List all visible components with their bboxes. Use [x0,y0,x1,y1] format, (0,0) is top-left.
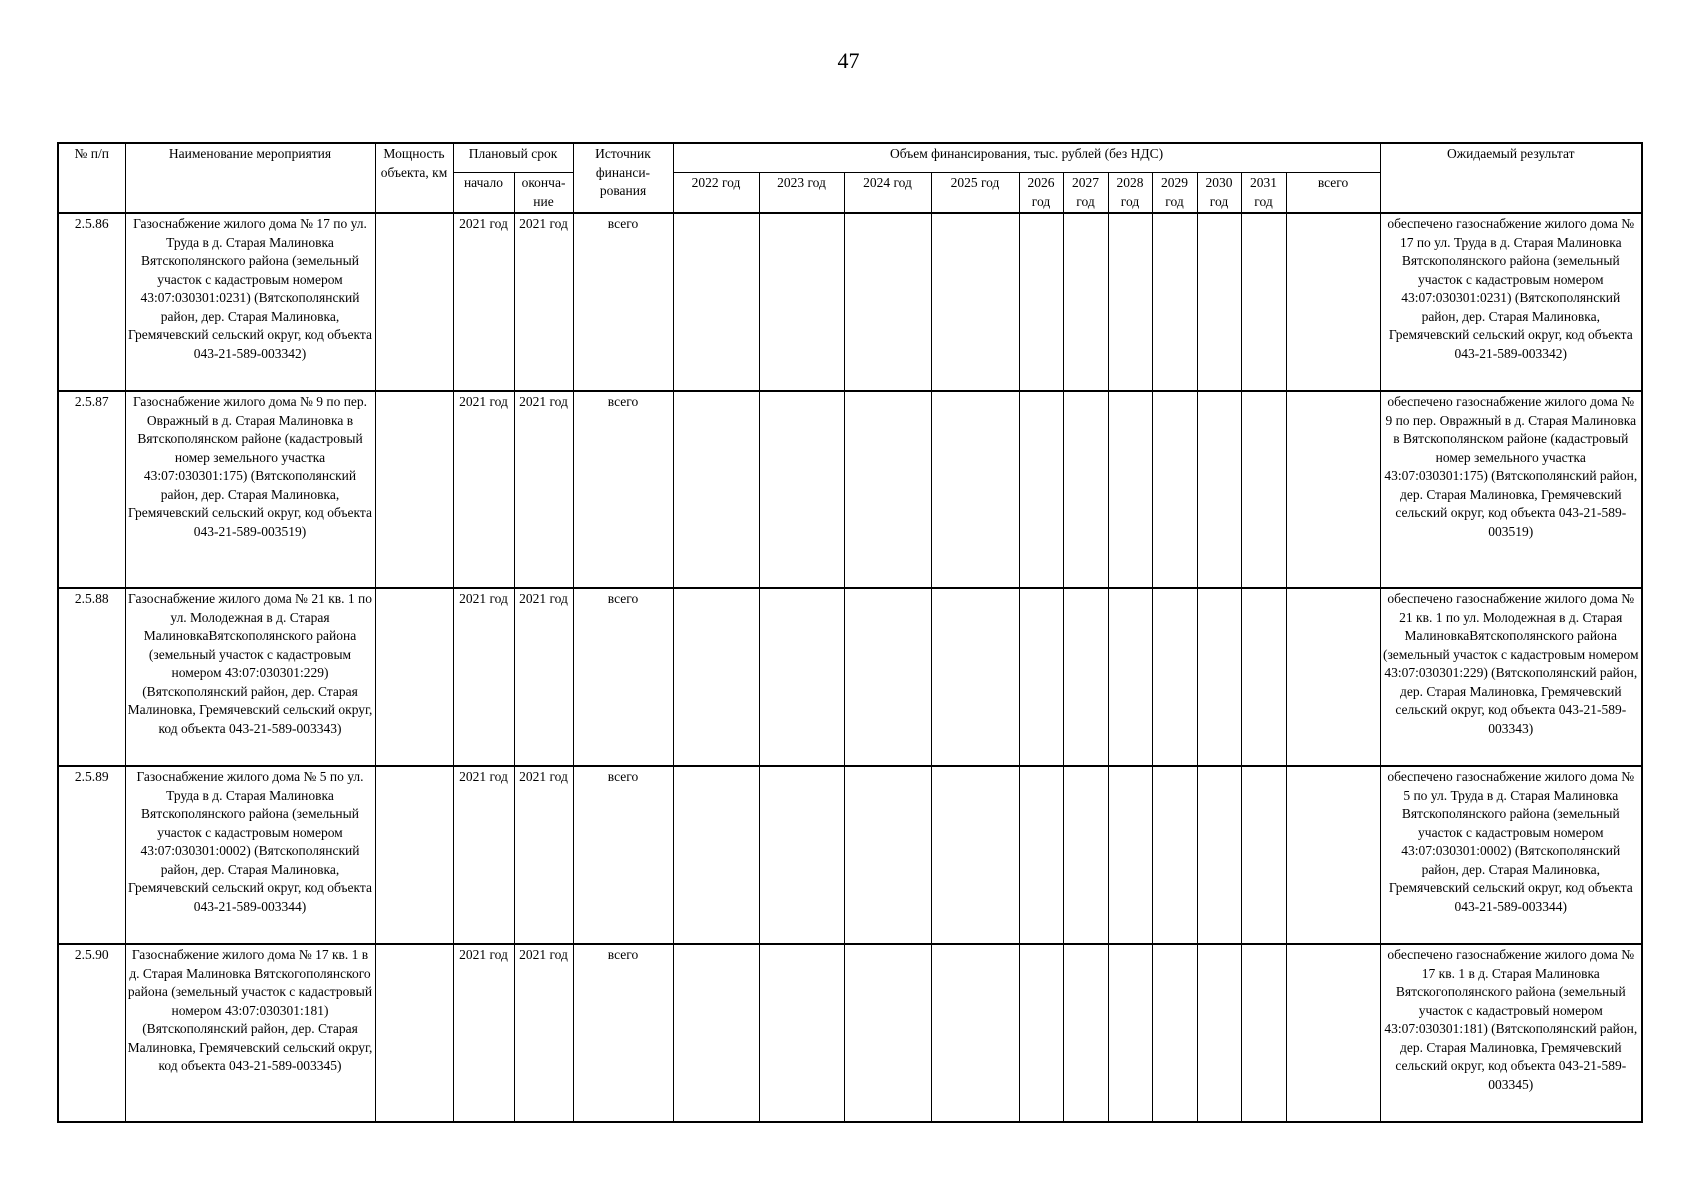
row-amount-2023 [759,766,844,944]
row-amount-2029 [1152,213,1197,391]
header-year-2029: 2029 год [1152,173,1197,214]
row-source: всего [573,588,673,766]
row-num: 2.5.87 [58,391,125,588]
row-capacity [375,766,453,944]
row-start: 2021 год [453,766,514,944]
header-year-2025: 2025 год [931,173,1019,214]
row-amount-total [1286,213,1380,391]
header-source: Источник финанси-рования [573,143,673,213]
row-amount-total [1286,391,1380,588]
header-num: № п/п [58,143,125,213]
row-result: обеспечено газоснабжение жилого дома № 17 кв. 1 в д. Старая Малиновка Вятскогополянского района (земельный участок с кадастровый номером 43:07:030301:181) (Вятскополянский район, дер. Старая Малиновка, Гремячевский сельский округ, код объекта 043-21-589-003345) [1380,944,1642,1122]
header-year-2031: 2031 год [1241,173,1286,214]
row-amount-2030 [1197,944,1241,1122]
header-year-2022: 2022 год [673,173,759,214]
row-end: 2021 год [514,391,573,588]
header-capacity: Мощность объекта, км [375,143,453,213]
row-amount-2025 [931,944,1019,1122]
header-plan-term: Плановый срок [453,143,573,173]
row-amount-2027 [1063,944,1108,1122]
row-amount-2025 [931,588,1019,766]
row-result: обеспечено газоснабжение жилого дома № 17 по ул. Труда в д. Старая Малиновка Вятскополянского района (земельный участок с кадастровым номером 43:07:030301:0231) (Вятскополянский район, дер. Старая Малиновка, Гремячевский сельский округ, код объекта 043-21-589-003342) [1380,213,1642,391]
row-amount-2022 [673,391,759,588]
row-source: всего [573,766,673,944]
row-amount-2029 [1152,766,1197,944]
row-amount-2031 [1241,213,1286,391]
row-amount-2026 [1019,213,1063,391]
header-funding: Объем финансирования, тыс. рублей (без НДС) [673,143,1380,173]
header-year-2030: 2030 год [1197,173,1241,214]
row-name: Газоснабжение жилого дома № 9 по пер. Овражный в д. Старая Малиновка в Вятскополянском районе (кадастровый номер земельного участка 43:07:030301:175) (Вятскополянский район, дер. Старая Малиновка, Гремячевский сельский округ, код объекта 043-21-589-003519) [125,391,375,588]
row-amount-2023 [759,213,844,391]
header-year-2026: 2026 год [1019,173,1063,214]
row-amount-2031 [1241,588,1286,766]
row-amount-2030 [1197,766,1241,944]
row-start: 2021 год [453,588,514,766]
row-amount-2031 [1241,944,1286,1122]
row-amount-2025 [931,391,1019,588]
row-start: 2021 год [453,213,514,391]
row-num: 2.5.90 [58,944,125,1122]
row-amount-2026 [1019,588,1063,766]
row-amount-2023 [759,588,844,766]
row-amount-2026 [1019,391,1063,588]
row-end: 2021 год [514,944,573,1122]
page-number: 47 [837,48,860,73]
row-result: обеспечено газоснабжение жилого дома № 9 по пер. Овражный в д. Старая Малиновка в Вятскополянском районе (кадастровый номер земельного участка 43:07:030301:175) (Вятскополянский район, дер. Старая Малиновка, Гремячевский сельский округ, код объекта 043-21-589-003519) [1380,391,1642,588]
row-amount-2027 [1063,588,1108,766]
row-amount-2029 [1152,944,1197,1122]
table-row [58,944,1642,1122]
row-capacity [375,213,453,391]
row-amount-2022 [673,766,759,944]
row-end: 2021 год [514,588,573,766]
row-amount-2024 [844,944,931,1122]
header-year-2023: 2023 год [759,173,844,214]
row-amount-2027 [1063,391,1108,588]
row-amount-2029 [1152,588,1197,766]
row-amount-2022 [673,588,759,766]
table-row [58,391,1642,588]
row-amount-2031 [1241,766,1286,944]
row-name: Газоснабжение жилого дома № 17 кв. 1 в д. Старая Малиновка Вятскогополянского района (земельный участок с кадастровый номером 43:07:030301:181) (Вятскополянский район, дер. Старая Малиновка, Гремячевский сельский округ, код объекта 043-21-589-003345) [125,944,375,1122]
row-amount-2024 [844,588,931,766]
row-end: 2021 год [514,213,573,391]
header-year-2024: 2024 год [844,173,931,214]
row-amount-2028 [1108,766,1152,944]
table-row [58,588,1642,766]
row-result: обеспечено газоснабжение жилого дома № 21 кв. 1 по ул. Молодежная в д. Старая МалиновкаВятскополянского района (земельный участок с кадастровым номером 43:07:030301:229) (Вятскополянский район, дер. Старая Малиновка, Гремячевский сельский округ, код объекта 043-21-589-003343) [1380,588,1642,766]
table-row [58,213,1642,391]
row-amount-2025 [931,213,1019,391]
row-source: всего [573,391,673,588]
header-end: оконча-ние [514,173,573,214]
row-amount-2028 [1108,213,1152,391]
row-start: 2021 год [453,944,514,1122]
row-amount-2030 [1197,391,1241,588]
row-amount-2027 [1063,766,1108,944]
row-start: 2021 год [453,391,514,588]
table-row [58,766,1642,944]
row-amount-2023 [759,391,844,588]
row-amount-total [1286,588,1380,766]
row-amount-2026 [1019,944,1063,1122]
row-end: 2021 год [514,766,573,944]
row-amount-total [1286,944,1380,1122]
row-amount-2022 [673,944,759,1122]
row-num: 2.5.88 [58,588,125,766]
row-name: Газоснабжение жилого дома № 17 по ул. Труда в д. Старая Малиновка Вятскополянского района (земельный участок с кадастровым номером 43:07:030301:0231) (Вятскополянский район, дер. Старая Малиновка, Гремячевский сельский округ, код объекта 043-21-589-003342) [125,213,375,391]
row-num: 2.5.89 [58,766,125,944]
row-source: всего [573,213,673,391]
row-amount-2025 [931,766,1019,944]
row-amount-2028 [1108,944,1152,1122]
row-amount-2029 [1152,391,1197,588]
row-source: всего [573,944,673,1122]
row-amount-2026 [1019,766,1063,944]
header-year-2028: 2028 год [1108,173,1152,214]
header-year-2027: 2027 год [1063,173,1108,214]
row-amount-2023 [759,944,844,1122]
row-amount-2024 [844,766,931,944]
row-amount-2030 [1197,213,1241,391]
row-result: обеспечено газоснабжение жилого дома № 5 по ул. Труда в д. Старая Малиновка Вятскополянского района (земельный участок с кадастровым номером 43:07:030301:0002) (Вятскополянский район, дер. Старая Малиновка, Гремячевский сельский округ, код объекта 043-21-589-003344) [1380,766,1642,944]
row-name: Газоснабжение жилого дома № 21 кв. 1 по ул. Молодежная в д. Старая МалиновкаВятскополянского района (земельный участок с кадастровым номером 43:07:030301:229) (Вятскополянский район, дер. Старая Малиновка, Гремячевский сельский округ, код объекта 043-21-589-003343) [125,588,375,766]
row-amount-2031 [1241,391,1286,588]
row-amount-2022 [673,213,759,391]
header-result: Ожидаемый результат [1380,143,1642,213]
row-name: Газоснабжение жилого дома № 5 по ул. Труда в д. Старая Малиновка Вятскополянского района (земельный участок с кадастровым номером 43:07:030301:0002) (Вятскополянский район, дер. Старая Малиновка, Гремячевский сельский округ, код объекта 043-21-589-003344) [125,766,375,944]
row-amount-2024 [844,213,931,391]
row-capacity [375,588,453,766]
header-start: начало [453,173,514,214]
row-amount-2028 [1108,391,1152,588]
row-capacity [375,944,453,1122]
header-total: всего [1286,173,1380,214]
row-amount-2024 [844,391,931,588]
row-amount-2030 [1197,588,1241,766]
row-num: 2.5.86 [58,213,125,391]
header-name: Наименование мероприятия [125,143,375,213]
row-amount-total [1286,766,1380,944]
row-amount-2028 [1108,588,1152,766]
row-amount-2027 [1063,213,1108,391]
row-capacity [375,391,453,588]
funding-table [57,142,1643,1123]
